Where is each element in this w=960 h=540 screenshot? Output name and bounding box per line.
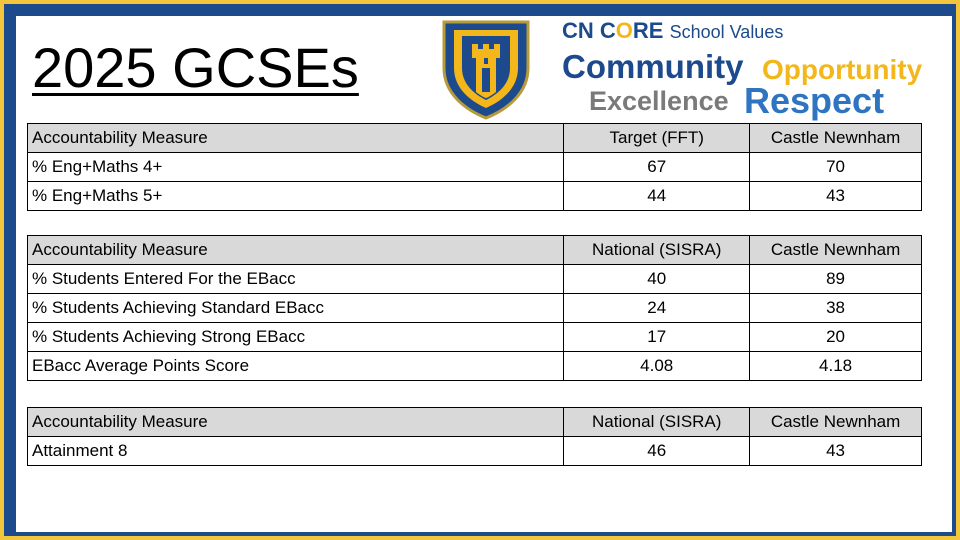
row-national-value: 17	[564, 323, 750, 352]
value-excellence: Excellence	[589, 86, 729, 116]
row-school-value: 4.18	[750, 352, 922, 381]
page-title: 2025 GCSEs	[32, 36, 359, 99]
column-header-measure: Accountability Measure	[28, 236, 564, 265]
column-header-national: National (SISRA)	[564, 236, 750, 265]
table-row	[28, 294, 922, 323]
row-target-value: 44	[564, 182, 750, 211]
column-header-school: Castle Newnham	[750, 236, 922, 265]
table-row	[28, 437, 922, 466]
school-values-banner	[562, 18, 952, 122]
row-target-value: 67	[564, 153, 750, 182]
table-header-row	[28, 236, 922, 265]
column-header-measure: Accountability Measure	[28, 124, 564, 153]
row-national-value: 4.08	[564, 352, 750, 381]
column-header-school: Castle Newnham	[750, 408, 922, 437]
row-measure: Attainment 8	[28, 437, 564, 466]
row-measure: % Eng+Maths 5+	[28, 182, 564, 211]
school-crest-icon	[440, 18, 532, 122]
row-school-value: 89	[750, 265, 922, 294]
row-school-value: 43	[750, 437, 922, 466]
column-header-target: Target (FFT)	[564, 124, 750, 153]
table-row	[28, 182, 922, 211]
attainment-8-table	[27, 407, 922, 466]
row-measure: % Students Achieving Strong EBacc	[28, 323, 564, 352]
table-row	[28, 323, 922, 352]
row-measure: EBacc Average Points Score	[28, 352, 564, 381]
table-row	[28, 153, 922, 182]
row-measure: % Students Entered For the EBacc	[28, 265, 564, 294]
value-respect: Respect	[744, 80, 885, 121]
column-header-measure: Accountability Measure	[28, 408, 564, 437]
table-header-row	[28, 408, 922, 437]
table-row	[28, 352, 922, 381]
english-maths-table	[27, 123, 922, 211]
table-header-row	[28, 124, 922, 153]
row-measure: % Eng+Maths 4+	[28, 153, 564, 182]
row-school-value: 38	[750, 294, 922, 323]
table-row	[28, 265, 922, 294]
value-community: Community	[562, 48, 744, 85]
column-header-school: Castle Newnham	[750, 124, 922, 153]
row-school-value: 20	[750, 323, 922, 352]
row-school-value: 70	[750, 153, 922, 182]
row-school-value: 43	[750, 182, 922, 211]
values-heading-o: O	[615, 18, 633, 43]
values-heading-suffix: School Values	[669, 22, 784, 42]
row-national-value: 24	[564, 294, 750, 323]
values-heading-re: RE	[632, 18, 664, 43]
values-heading-cn: CN C	[562, 18, 616, 43]
value-opportunity: Opportunity	[762, 54, 923, 85]
values-heading	[562, 18, 783, 44]
row-national-value: 40	[564, 265, 750, 294]
ebacc-table	[27, 235, 922, 381]
row-national-value: 46	[564, 437, 750, 466]
row-measure: % Students Achieving Standard EBacc	[28, 294, 564, 323]
column-header-national: National (SISRA)	[564, 408, 750, 437]
